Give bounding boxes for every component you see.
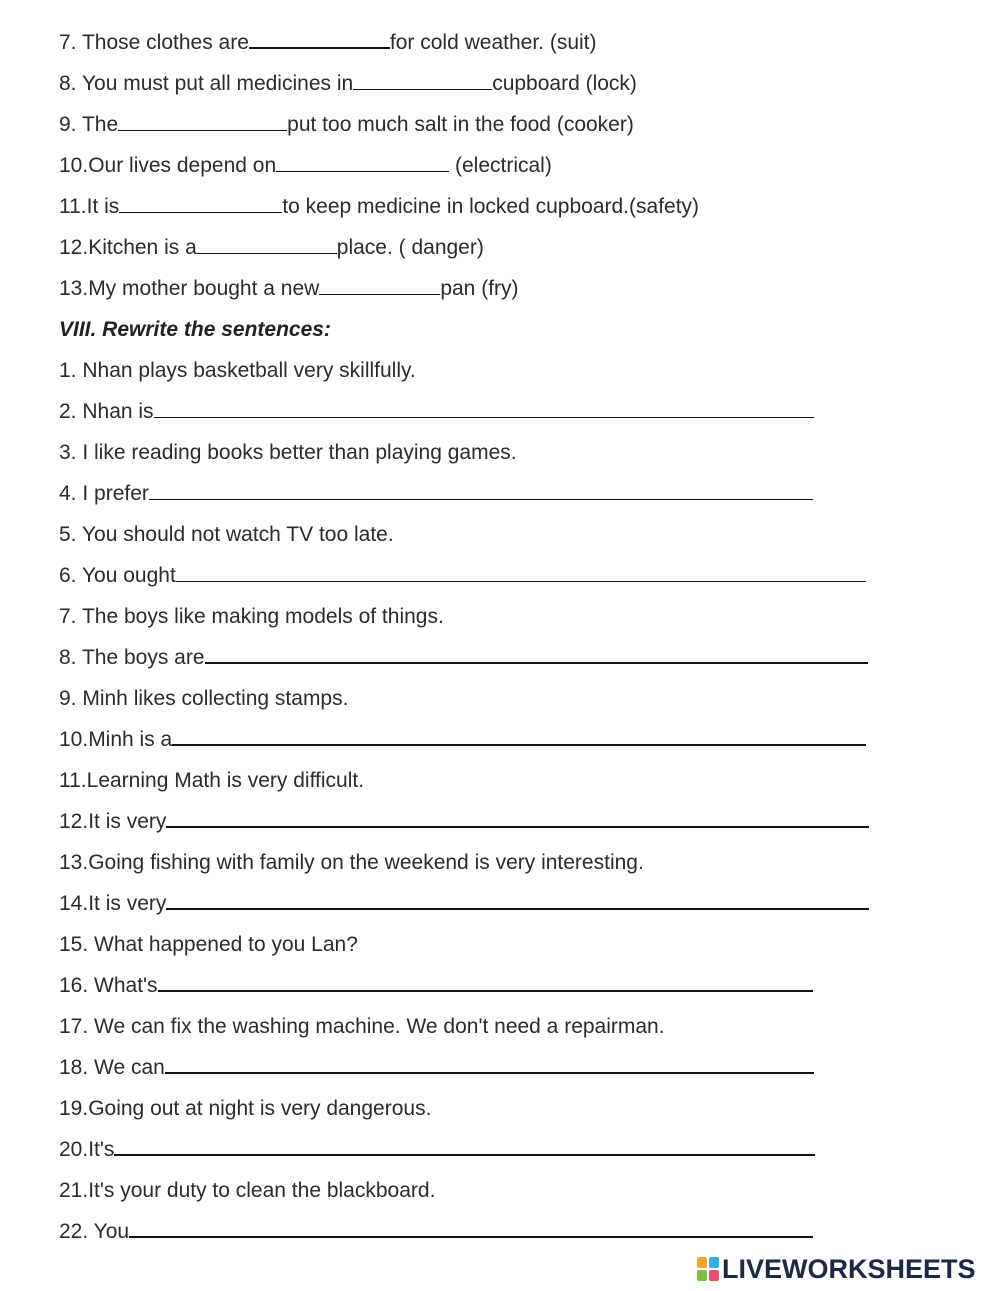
rewrite-item <box>59 891 869 917</box>
answer-blank[interactable] <box>249 31 390 49</box>
exercise-item <box>59 194 699 220</box>
rewrite-item <box>59 1219 813 1245</box>
item-text-before: 9. The <box>59 113 119 136</box>
answer-blank[interactable] <box>118 113 287 131</box>
answer-blank[interactable] <box>353 72 492 90</box>
rewrite-item <box>59 399 814 425</box>
answer-blank[interactable] <box>276 154 449 172</box>
source-sentence: 5. You should not watch TV too late. <box>59 523 394 546</box>
rewrite-item <box>59 1055 814 1081</box>
source-sentence: 1. Nhan plays basketball very skillfully. <box>59 359 416 382</box>
answer-line[interactable] <box>176 564 866 582</box>
item-text-before: 7. Those clothes are <box>59 31 249 54</box>
logo-square <box>709 1257 719 1268</box>
source-sentence: 13.Going fishing with family on the weekend is very interesting. <box>59 851 644 874</box>
answer-blank[interactable] <box>197 236 337 254</box>
item-text-before: 11.It is <box>59 195 120 218</box>
item-prompt: 20.It's <box>59 1138 115 1161</box>
answer-line[interactable] <box>165 1056 814 1074</box>
item-prompt: 8. The boys are <box>59 646 205 669</box>
exercise-item <box>59 30 597 56</box>
item-text-after: cupboard (lock) <box>492 72 637 95</box>
exercise-item <box>59 235 484 261</box>
answer-line[interactable] <box>129 1220 813 1238</box>
rewrite-item <box>59 809 869 835</box>
answer-blank[interactable] <box>119 195 282 213</box>
item-prompt: 4. I prefer <box>59 482 149 505</box>
item-prompt: 16. What's <box>59 974 158 997</box>
source-sentence: 19.Going out at night is very dangerous. <box>59 1097 432 1120</box>
item-prompt: 2. Nhan is <box>59 400 154 423</box>
source-sentence: 7. The boys like making models of things. <box>59 605 444 628</box>
logo-square <box>709 1270 719 1281</box>
logo-square <box>697 1270 707 1281</box>
rewrite-item <box>59 1137 815 1163</box>
exercise-item <box>59 276 519 302</box>
item-text-after: (electrical) <box>449 154 552 177</box>
rewrite-item <box>59 645 868 671</box>
answer-line[interactable] <box>154 400 814 418</box>
item-prompt: 6. You ought <box>59 564 176 587</box>
section-heading: VIII. Rewrite the sentences: <box>59 318 331 341</box>
logo-text: LIVEWORKSHEETS <box>722 1253 976 1284</box>
item-text-before: 10.Our lives depend on <box>59 154 277 177</box>
answer-line[interactable] <box>166 892 869 910</box>
item-prompt: 14.It is very <box>59 892 167 915</box>
rewrite-item <box>59 563 866 589</box>
logo-square <box>697 1257 707 1268</box>
rewrite-item <box>59 481 813 507</box>
answer-line[interactable] <box>205 646 868 664</box>
source-sentence: 9. Minh likes collecting stamps. <box>59 687 349 710</box>
item-prompt: 18. We can <box>59 1056 165 1079</box>
exercise-item <box>59 71 637 97</box>
exercise-item <box>59 153 552 179</box>
item-prompt: 10.Minh is a <box>59 728 173 751</box>
item-text-before: 8. You must put all medicines in <box>59 72 354 95</box>
source-sentence: 11.Learning Math is very difficult. <box>59 769 365 792</box>
source-sentence: 3. I like reading books better than playing games. <box>59 441 517 464</box>
answer-line[interactable] <box>149 482 813 500</box>
source-sentence: 21.It's your duty to clean the blackboard. <box>59 1179 436 1202</box>
answer-line[interactable] <box>158 974 813 992</box>
logo-icon <box>697 1257 719 1281</box>
item-text-after: place. ( danger) <box>336 236 484 259</box>
rewrite-item <box>59 973 813 999</box>
item-text-before: 12.Kitchen is a <box>59 236 197 259</box>
item-text-after: put too much salt in the food (cooker) <box>287 113 634 136</box>
source-sentence: 15. What happened to you Lan? <box>59 933 358 956</box>
item-prompt: 22. You <box>59 1220 130 1243</box>
item-text-after: to keep medicine in locked cupboard.(safety) <box>282 195 700 218</box>
item-text-before: 13.My mother bought a new <box>59 277 320 300</box>
answer-blank[interactable] <box>319 277 440 295</box>
rewrite-item <box>59 727 866 753</box>
answer-line[interactable] <box>166 810 869 828</box>
item-text-after: pan (fry) <box>440 277 519 300</box>
answer-line[interactable] <box>114 1138 815 1156</box>
source-sentence: 17. We can fix the washing machine. We don't need a repairman. <box>59 1015 665 1038</box>
answer-line[interactable] <box>172 728 866 746</box>
exercise-item <box>59 112 634 138</box>
liveworksheets-logo[interactable] <box>697 1254 976 1284</box>
item-text-after: for cold weather. (suit) <box>389 31 597 54</box>
item-prompt: 12.It is very <box>59 810 167 833</box>
